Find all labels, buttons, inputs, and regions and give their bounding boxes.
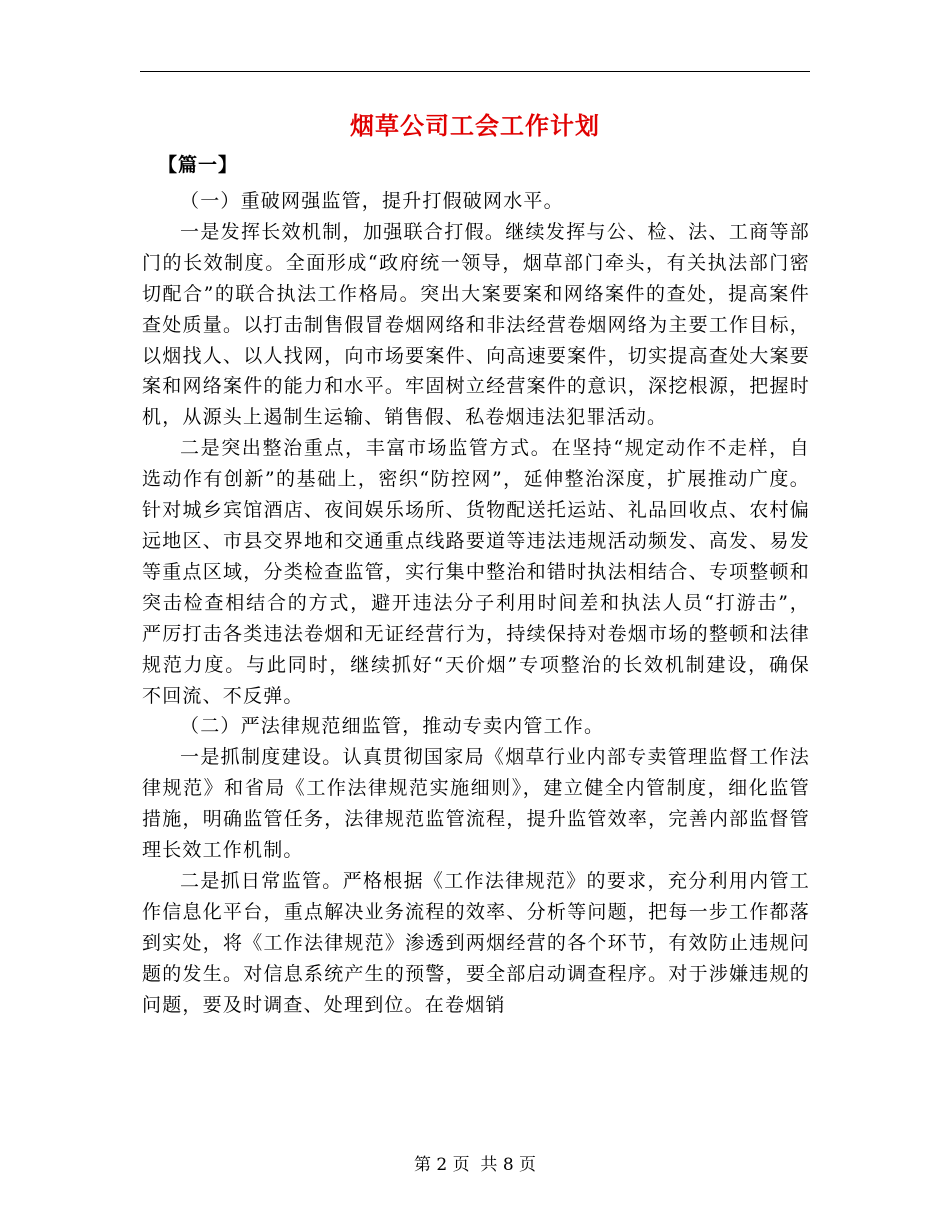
subheading-1: （一）重破网强监管，提升打假破网水平。 — [180, 190, 564, 212]
paragraph-2: 二是突出整治重点，丰富市场监管方式。在坚持“规定动作不走样，自选动作有创新”的基础上，密织“防控网”，延伸整治深度，扩展推动广度。针对城乡宾馆酒店、夜间娱乐场所、货物配送托运站、礼品回收点、农村偏远地区、市县交界地和交通重点线路要道等违法违规活动频发、高发、易发等重点区域，分类检查监管，实行集中整治和错时执法相结合、专项整顿和突击检查相结合的方式，避开违法分子利用时间差和执法人员“打游击”，严厉打击各类违法卷烟和无证经营行为，持续保持对卷烟市场的整顿和法律规范力度。与此同时，继续抓好“天价烟”专项整治的长效机制建设，确保不回流、不反弹。 — [142, 437, 810, 707]
footer-suffix: 页 — [519, 1155, 537, 1175]
footer-current-page: 2 — [436, 1155, 448, 1175]
header-rule — [140, 71, 810, 72]
footer-total-pages: 8 — [502, 1155, 514, 1175]
page-footer — [0, 1153, 950, 1177]
section-label: 【篇一】 — [158, 154, 239, 176]
document-body — [142, 186, 810, 1020]
footer-prefix: 第 — [413, 1155, 431, 1175]
paragraph-3: 一是抓制度建设。认真贯彻国家局《烟草行业内部专卖管理监督工作法律规范》和省局《工作法律规范实施细则》，建立健全内管制度，细化监管措施，明确监管任务，法律规范监管流程，提升监管效率，完善内部监督管理长效工作机制。 — [142, 746, 810, 862]
paragraph-4: 二是抓日常监管。严格根据《工作法律规范》的要求，充分利用内管工作信息化平台，重点解决业务流程的效率、分析等问题，把每一步工作都落到实处，将《工作法律规范》渗透到两烟经营的各个环节，有效防止违规问题的发生。对信息系统产生的预警，要全部启动调查程序。对于涉嫌违规的问题，要及时调查、处理到位。在卷烟销 — [142, 869, 810, 1016]
paragraph-1: 一是发挥长效机制，加强联合打假。继续发挥与公、检、法、工商等部门的长效制度。全面形成“政府统一领导，烟草部门牵头，有关执法部门密切配合”的联合执法工作格局。突出大案要案和网络案件的查处，提高案件查处质量。以打击制售假冒卷烟网络和非法经营卷烟网络为主要工作目标，以烟找人、以人找网，向市场要案件、向高速要案件，切实提高查处大案要案和网络案件的能力和水平。牢固树立经营案件的意识，深挖根源，把握时机，从源头上遏制生运输、销售假、私卷烟违法犯罪活动。 — [142, 220, 810, 429]
subheading-2: （二）严法律规范细监管，推动专卖内管工作。 — [180, 715, 605, 738]
document-title: 烟草公司工会工作计划 — [350, 111, 600, 140]
footer-middle: 页 共 — [452, 1155, 498, 1175]
